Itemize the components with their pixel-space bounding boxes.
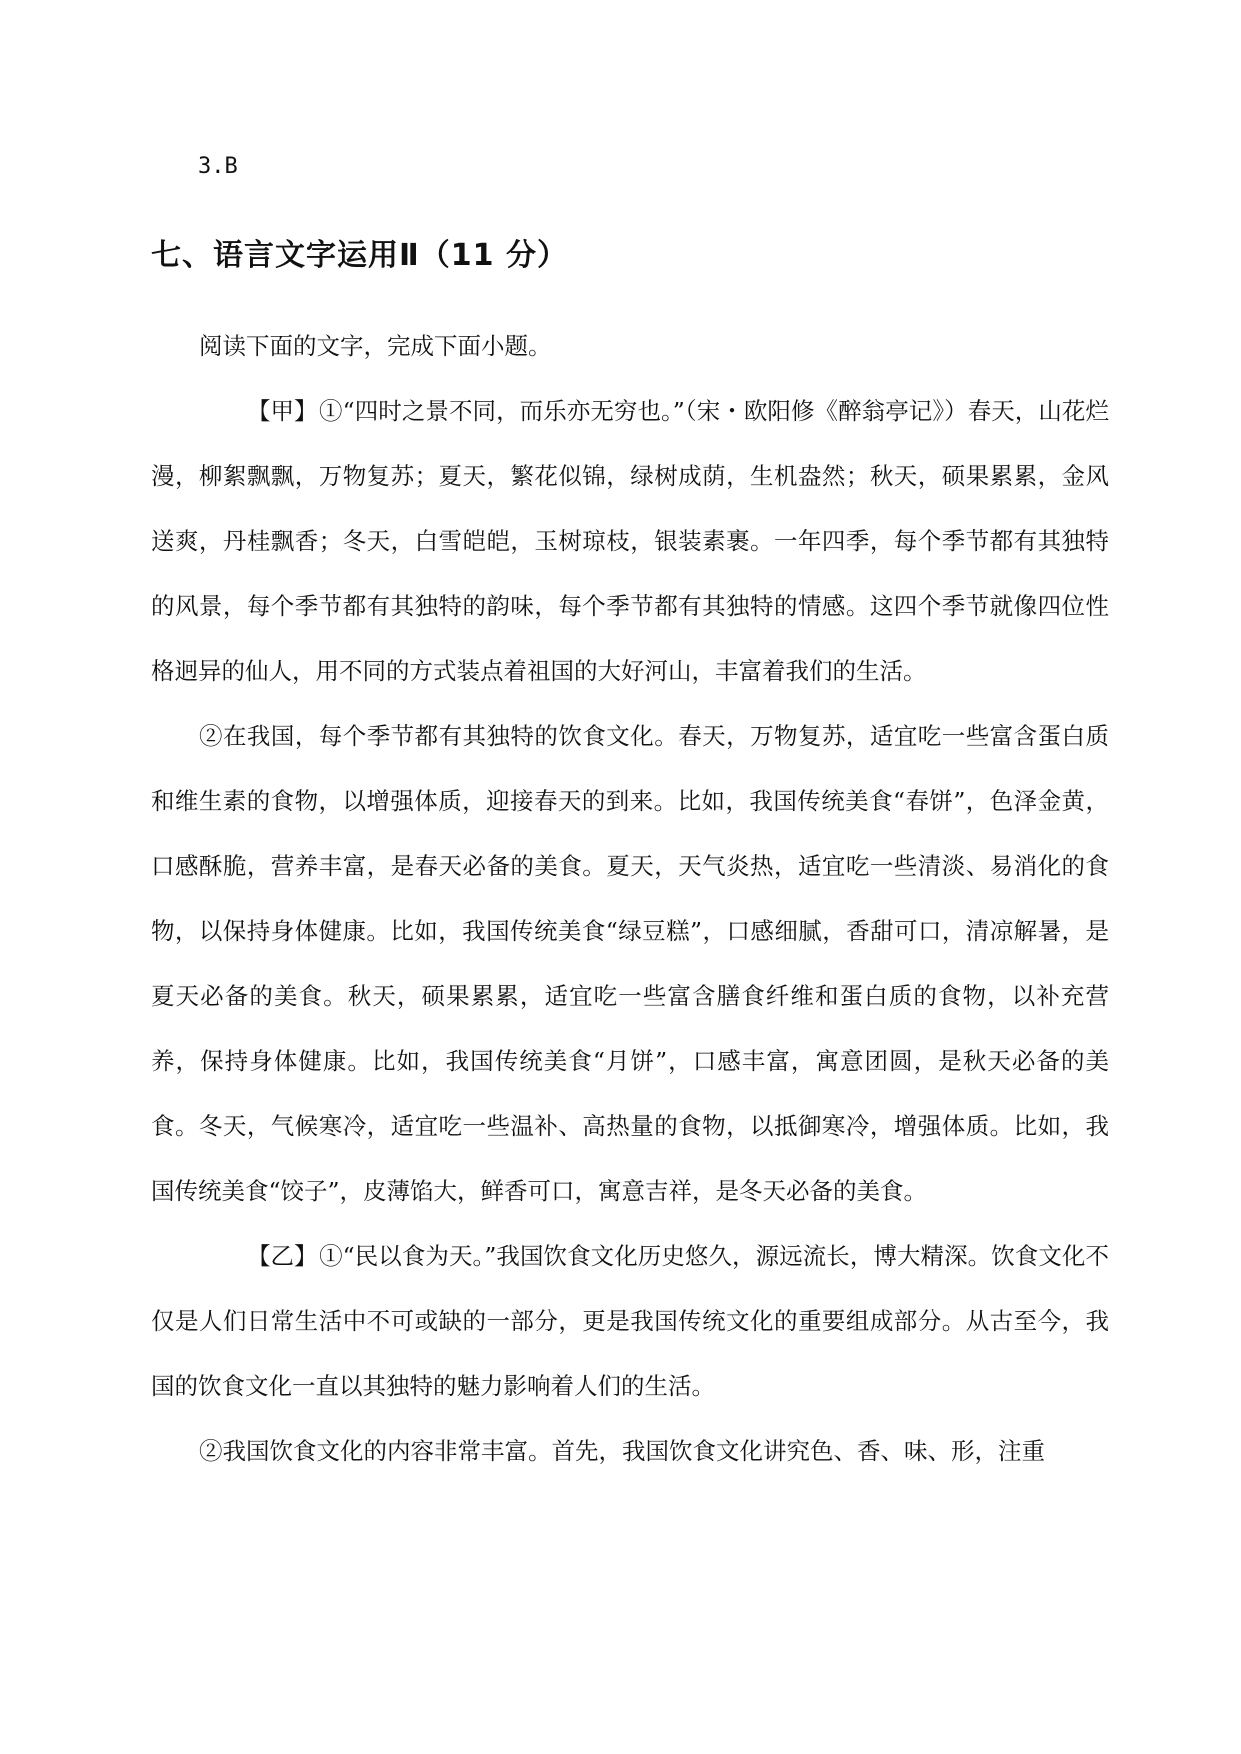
passage-jia-marker: 【甲】 — [247, 397, 318, 425]
passage-yi-marker: 【乙】 — [247, 1242, 318, 1270]
instruction-text: 阅读下面的文字，完成下面小题。 — [199, 332, 552, 360]
answer-line: 3.B — [198, 154, 238, 179]
passage-jia-paragraph-2: ②在我国，每个季节都有其独特的饮食文化。春天，万物复苏，适宜吃一些富含蛋白质和维生素的食物，以增强体质，迎接春天的到来。比如，我国传统美食“春饼”，色泽金黄，口感酥脆，营养丰富，是春天必备的美食。夏天，天气炎热，适宜吃一些清淡、易消化的食物，以保持身体健康。比如，我国传统美食“绿豆糕”，口感细腻，香甜可口，清凉解暑，是夏天必备的美食。秋天，硕果累累，适宜吃一些富含膳食纤维和蛋白质的食物，以补充营养，保持身体健康。比如，我国传统美食“月饼”，口感丰富，寓意团圆，是秋天必备的美食。冬天，气候寒冷，适宜吃一些温补、高热量的食物，以抵御寒冷，增强体质。比如，我国传统美食“饺子”，皮薄馅大，鲜香可口，寓意吉祥，是冬天必备的美食。 — [151, 722, 1109, 1205]
passage-yi-paragraph-2: ②我国饮食文化的内容非常丰富。首先，我国饮食文化讲究色、香、味、形，注重 — [199, 1437, 1045, 1465]
passage-yi-paragraph-1-text: ①“民以食为天。”我国饮食文化历史悠久，源远流长，博大精深。饮食文化不仅是人们日常生活中不可或缺的一部分，更是我国传统文化的重要组成部分。从古至今，我国的饮食文化一直以其独特的魅力影响着人们的生活。 — [151, 1242, 1109, 1400]
passage-yi-paragraph-1 — [151, 1224, 1109, 1419]
passage-jia-paragraph-1 — [151, 379, 1109, 704]
passage-jia-paragraph-1-text: ①“四时之景不同，而乐亦无穷也。”（宋・欧阳修《醉翁亭记》）春天，山花烂漫，柳絮飘飘，万物复苏；夏天，繁花似锦，绿树成荫，生机盎然；秋天，硕果累累，金风送爽，丹桂飘香；冬天，白雪皑皑，玉树琼枝，银装素裹。一年四季，每个季节都有其独特的风景，每个季节都有其独特的韵味，每个季节都有其独特的情感。这四个季节就像四位性格迥异的仙人，用不同的方式装点着祖国的大好河山，丰富着我们的生活。 — [151, 397, 1109, 685]
passage-body — [151, 314, 1109, 1484]
section-heading: 七、语言文字运用Ⅱ（11 分） — [151, 238, 568, 273]
